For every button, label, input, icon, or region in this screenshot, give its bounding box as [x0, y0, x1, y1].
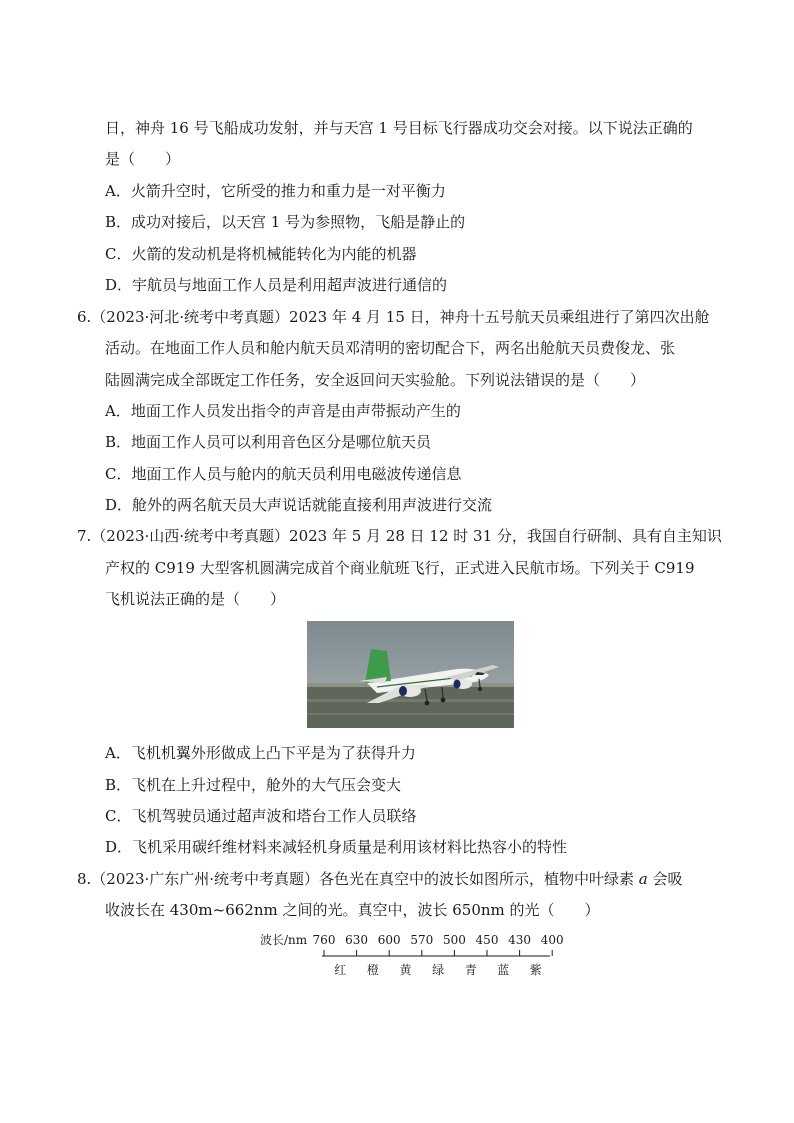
q5-stem-line2: 是（ ）	[105, 150, 181, 168]
c919-airplane-photo	[307, 621, 514, 728]
wavelength-color-label: 蓝	[497, 963, 510, 977]
wavelength-tick-label: 760	[312, 933, 336, 947]
q7-stem-line3: 飞机说法正确的是（ ）	[105, 590, 286, 608]
wavelength-color-label: 黄	[399, 963, 412, 977]
wavelength-tick-label: 600	[377, 933, 401, 947]
q6-stem-line2: 活动。在地面工作人员和舱内航天员邓清明的密切配合下，两名出舱航天员费俊龙、张	[105, 339, 676, 357]
q8-stem-line1-post: 会吸	[647, 870, 683, 888]
q6-stem-line1: 6.（2023·河北·统考中考真题）2023 年 4 月 15 日，神舟十五号航天员乘组进行了第四次出舱	[77, 308, 710, 326]
wavelength-tick-label: 450	[475, 933, 499, 947]
q6-option-d: D．舱外的两名航天员大声说话就能直接利用声波进行交流	[105, 496, 493, 514]
wavelength-color-label: 青	[464, 963, 477, 977]
q7-option-a: A．飞机机翼外形做成上凸下平是为了获得升力	[105, 744, 416, 762]
q8-stem-line1	[77, 869, 683, 889]
wavelength-tick-label: 500	[442, 933, 466, 947]
wavelength-figure	[258, 930, 568, 980]
q8-stem-line1-pre: 8.（2023·广东广州·统考中考真题）各色光在真空中的波长如图所示，植物中叶绿素	[77, 870, 639, 888]
q7-option-c: C．飞机驾驶员通过超声波和塔台工作人员联络	[105, 807, 417, 825]
q5-option-b: B．成功对接后，以天宫 1 号为参照物，飞船是静止的	[105, 213, 466, 231]
q6-option-a: A．地面工作人员发出指令的声音是由声带振动产生的	[105, 402, 461, 420]
q5-stem-line1: 日，神舟 16 号飞船成功发射，并与天宫 1 号目标飞行器成功交会对接。以下说法正确的	[105, 119, 693, 137]
wavelength-tick-label: 630	[345, 933, 369, 947]
q8-chlorophyll-variable: a	[638, 870, 648, 888]
q6-option-c: C．地面工作人员与舱内的航天员利用电磁波传递信息	[105, 465, 462, 483]
q5-option-d: D．宇航员与地面工作人员是利用超声波进行通信的	[105, 276, 448, 294]
q7-stem-line2: 产权的 C919 大型客机圆满完成首个商业航班飞行，正式进入民航市场。下列关于 C919	[105, 559, 695, 577]
q7-option-b: B．飞机在上升过程中，舱外的大气压会变大	[105, 776, 402, 794]
q5-option-c: C．火箭的发动机是将机械能转化为内能的机器	[105, 245, 417, 263]
wavelength-color-label: 紫	[529, 963, 542, 977]
wavelength-color-label: 橙	[366, 963, 379, 977]
wavelength-tick-label: 570	[410, 933, 434, 947]
wavelength-color-label: 绿	[432, 963, 445, 977]
wavelength-tick-label: 430	[508, 933, 532, 947]
q7-stem-line1: 7.（2023·山西·统考中考真题）2023 年 5 月 28 日 12 时 31 分，我国自行研制、具有自主知识	[77, 527, 722, 545]
wavelength-tick-label: 400	[540, 933, 564, 947]
q6-option-b: B．地面工作人员可以利用音色区分是哪位航天员	[105, 433, 432, 451]
q5-option-a: A．火箭升空时，它所受的推力和重力是一对平衡力	[105, 182, 446, 200]
q8-stem-line2: 收波长在 430m~662nm 之间的光。真空中，波长 650nm 的光（ ）	[105, 901, 600, 919]
q7-option-d: D．飞机采用碳纤维材料来减轻机身质量是利用该材料比热容小的特性	[105, 838, 568, 856]
wavelength-color-label: 红	[334, 963, 347, 977]
q6-stem-line3: 陆圆满完成全部既定工作任务，安全返回问天实验舱。下列说法错误的是（ ）	[105, 371, 646, 389]
wavelength-axis-label: 波长/nm	[260, 933, 308, 947]
